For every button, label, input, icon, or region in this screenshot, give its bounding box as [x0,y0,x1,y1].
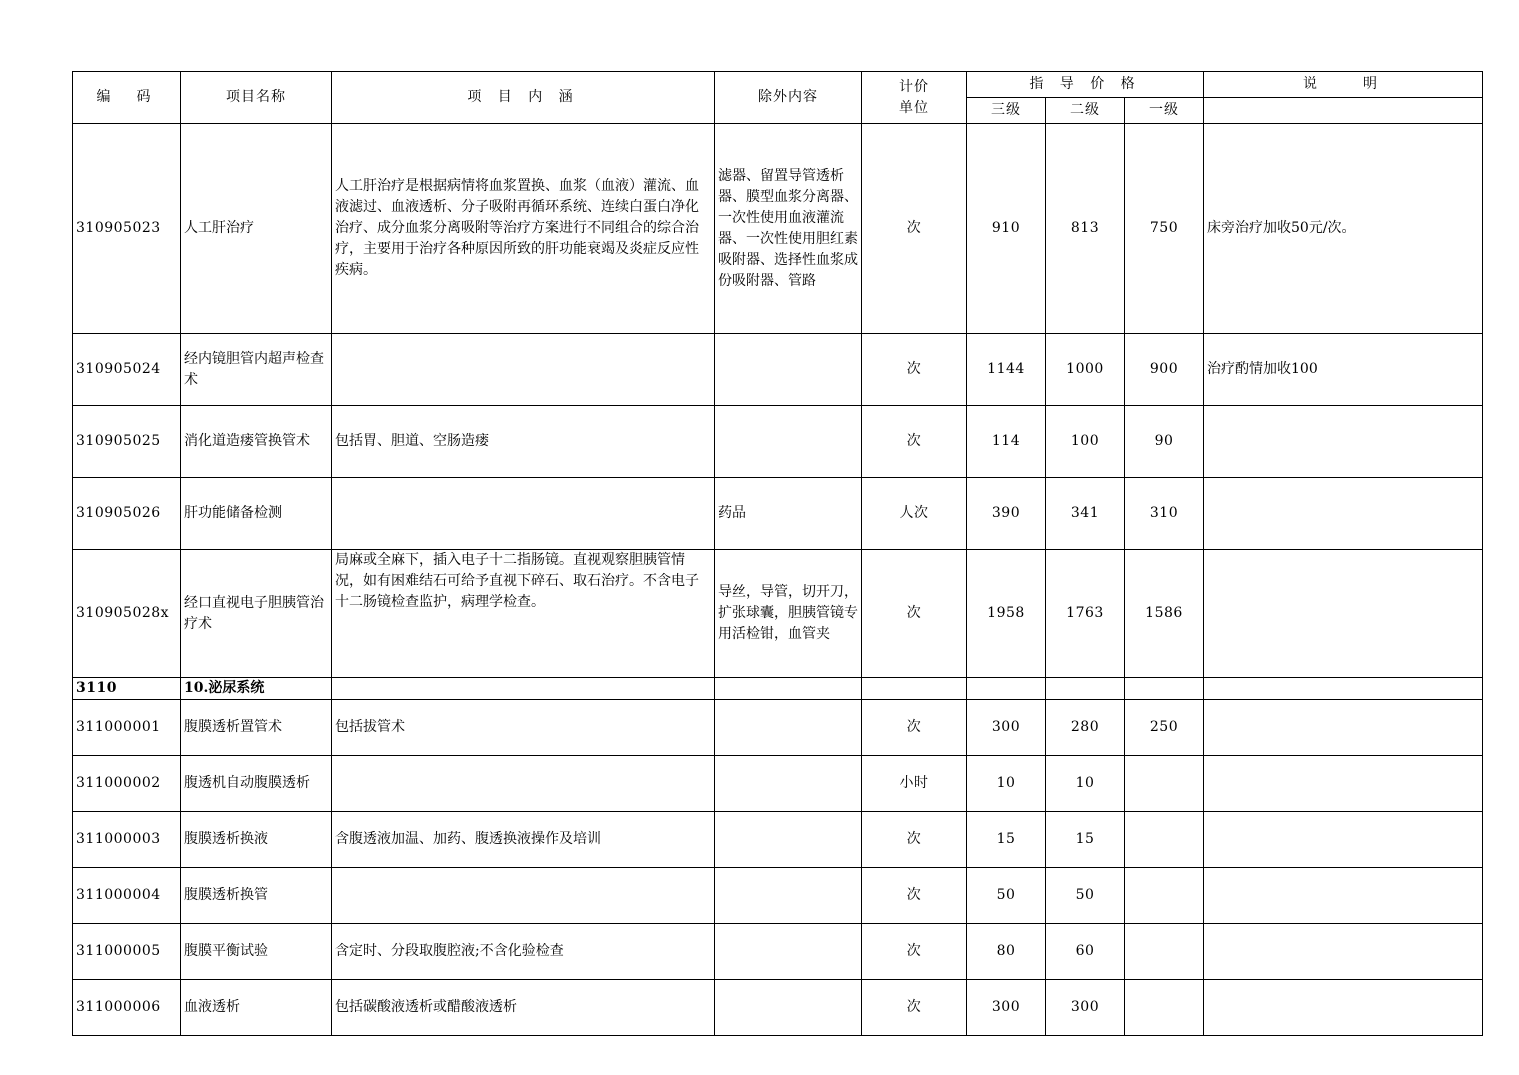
section-blank [1046,678,1125,700]
cell-unit: 小时 [862,756,967,812]
cell-price-level2: 1000 [1046,334,1125,406]
cell-content [332,334,715,406]
cell-note: 床旁治疗加收50元/次。 [1204,124,1483,334]
section-blank [862,678,967,700]
cell-note [1204,700,1483,756]
cell-price-level3: 1958 [967,550,1046,678]
table-row [73,700,1483,756]
cell-price-level2: 60 [1046,924,1125,980]
cell-price-level3: 80 [967,924,1046,980]
cell-code: 311000003 [73,812,181,868]
cell-note: 治疗酌情加收100 [1204,334,1483,406]
cell-price-level2: 1763 [1046,550,1125,678]
table-row [73,334,1483,406]
cell-content: 含定时、分段取腹腔液;不含化验检查 [332,924,715,980]
cell-price-level2: 341 [1046,478,1125,550]
table-row [73,812,1483,868]
cell-code: 311000001 [73,700,181,756]
cell-code: 311000002 [73,756,181,812]
header-level-3: 三级 [967,98,1046,124]
section-blank [715,678,862,700]
cell-note [1204,812,1483,868]
cell-unit: 次 [862,550,967,678]
section-row [73,678,1483,700]
cell-content: 人工肝治疗是根据病情将血浆置换、血浆（血液）灌流、血液滤过、血液透析、分子吸附再循环系统、连续白蛋白净化治疗、成分血浆分离吸附等治疗方案进行不同组合的综合治疗，主要用于治疗各种原因所致的肝功能衰竭及炎症反应性疾病。 [332,124,715,334]
cell-content: 包括胃、胆道、空肠造瘘 [332,406,715,478]
cell-code: 310905025 [73,406,181,478]
cell-price-level1 [1125,868,1204,924]
cell-name: 消化道造瘘管换管术 [181,406,332,478]
cell-code: 310905026 [73,478,181,550]
cell-price-level1: 900 [1125,334,1204,406]
table-row [73,550,1483,678]
cell-code: 311000005 [73,924,181,980]
cell-name: 血液透析 [181,980,332,1036]
cell-name: 肝功能储备检测 [181,478,332,550]
cell-price-level1 [1125,980,1204,1036]
cell-excluded [715,756,862,812]
section-name: 10.泌尿系统 [181,678,332,700]
cell-unit: 次 [862,406,967,478]
header-code: 编 码 [73,72,181,124]
cell-code: 310905028x [73,550,181,678]
cell-name: 经口直视电子胆胰管治疗术 [181,550,332,678]
cell-code: 310905024 [73,334,181,406]
cell-content: 局麻或全麻下，插入电子十二指肠镜。直视观察胆胰管情况，如有困难结石可给予直视下碎石、取石治疗。不含电子十二肠镜检查监护，病理学检查。 [332,550,715,678]
cell-note [1204,868,1483,924]
cell-price-level2: 280 [1046,700,1125,756]
cell-content [332,756,715,812]
header-excluded: 除外内容 [715,72,862,124]
cell-price-level2: 50 [1046,868,1125,924]
cell-excluded: 药品 [715,478,862,550]
cell-content: 含腹透液加温、加药、腹透换液操作及培训 [332,812,715,868]
cell-price-level1 [1125,924,1204,980]
table-row [73,868,1483,924]
cell-name: 腹膜透析置管术 [181,700,332,756]
section-blank [967,678,1046,700]
section-blank [1125,678,1204,700]
cell-excluded [715,868,862,924]
cell-unit: 次 [862,868,967,924]
cell-note [1204,924,1483,980]
cell-price-level3: 50 [967,868,1046,924]
cell-unit: 次 [862,924,967,980]
cell-content: 包括拔管术 [332,700,715,756]
cell-price-level1: 750 [1125,124,1204,334]
header-row-1 [73,72,1483,98]
cell-note [1204,980,1483,1036]
cell-unit: 次 [862,124,967,334]
cell-name: 腹膜透析换管 [181,868,332,924]
cell-price-level1: 250 [1125,700,1204,756]
fee-schedule-sheet [72,71,1482,1036]
cell-price-level3: 300 [967,980,1046,1036]
cell-price-level3: 910 [967,124,1046,334]
table-row [73,756,1483,812]
cell-unit: 次 [862,980,967,1036]
header-item-name: 项目名称 [181,72,332,124]
cell-excluded: 导丝，导管，切开刀，扩张球囊，胆胰管镜专用活检钳，血管夹 [715,550,862,678]
cell-price-level2: 15 [1046,812,1125,868]
table-row [73,980,1483,1036]
cell-name: 人工肝治疗 [181,124,332,334]
cell-unit: 次 [862,700,967,756]
cell-excluded [715,980,862,1036]
cell-name: 经内镜胆管内超声检查术 [181,334,332,406]
table-row [73,924,1483,980]
cell-price-level3: 300 [967,700,1046,756]
table-row [73,406,1483,478]
cell-price-level1 [1125,756,1204,812]
cell-excluded [715,700,862,756]
fee-table [72,71,1483,1036]
cell-price-level2: 813 [1046,124,1125,334]
cell-code: 310905023 [73,124,181,334]
header-unit-line2: 单位 [899,99,929,116]
cell-unit: 次 [862,334,967,406]
cell-name: 腹膜透析换液 [181,812,332,868]
table-row [73,478,1483,550]
header-level-2: 二级 [1046,98,1125,124]
section-code: 3110 [73,678,181,700]
section-blank [1204,678,1483,700]
cell-price-level2: 300 [1046,980,1125,1036]
cell-price-level1 [1125,812,1204,868]
table-row [73,124,1483,334]
cell-excluded [715,924,862,980]
cell-price-level2: 10 [1046,756,1125,812]
header-unit-line1: 计价 [899,78,929,95]
header-unit [862,72,967,124]
cell-price-level1: 310 [1125,478,1204,550]
cell-price-level2: 100 [1046,406,1125,478]
cell-excluded [715,334,862,406]
cell-unit: 次 [862,812,967,868]
cell-code: 311000004 [73,868,181,924]
cell-note [1204,478,1483,550]
cell-price-level1: 1586 [1125,550,1204,678]
cell-price-level3: 10 [967,756,1046,812]
cell-excluded [715,406,862,478]
cell-price-level3: 114 [967,406,1046,478]
cell-content [332,868,715,924]
cell-price-level3: 1144 [967,334,1046,406]
cell-excluded [715,812,862,868]
header-item-content: 项 目 内 涵 [332,72,715,124]
cell-note [1204,756,1483,812]
cell-code: 311000006 [73,980,181,1036]
header-level-1: 一级 [1125,98,1204,124]
cell-note [1204,550,1483,678]
cell-name: 腹透机自动腹膜透析 [181,756,332,812]
section-blank [332,678,715,700]
header-guide-price: 指 导 价 格 [967,72,1204,98]
cell-price-level3: 15 [967,812,1046,868]
cell-excluded: 滤器、留置导管透析器、膜型血浆分离器、一次性使用血液灌流器、一次性使用胆红素吸附器、选择性血浆成份吸附器、管路 [715,124,862,334]
cell-content: 包括碳酸液透析或醋酸液透析 [332,980,715,1036]
cell-price-level1: 90 [1125,406,1204,478]
cell-content [332,478,715,550]
cell-note [1204,406,1483,478]
cell-name: 腹膜平衡试验 [181,924,332,980]
header-note-blank [1204,98,1483,124]
cell-unit: 人次 [862,478,967,550]
cell-price-level3: 390 [967,478,1046,550]
header-note: 说 明 [1204,72,1483,98]
